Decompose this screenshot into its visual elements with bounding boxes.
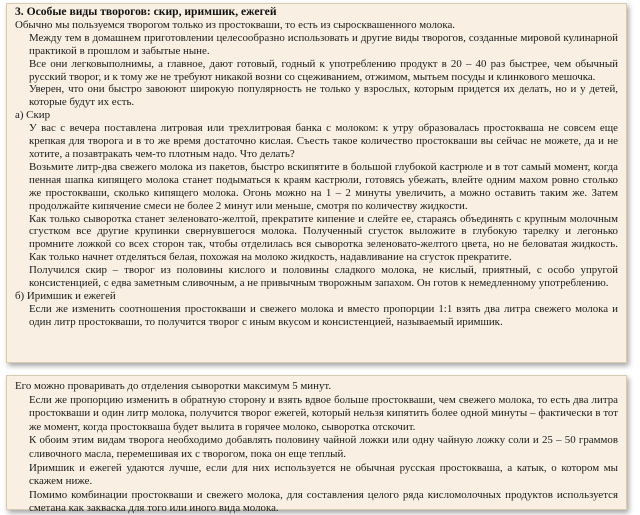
- paragraph-irimshik: Если же изменить соотношения простокваши и свежего молока и вместо пропорции 1:1 взять два литра свежего молока и один литр простокваши, то получится творог с иным вкусом и консистенцией, называемый иримшик.: [29, 302, 618, 328]
- paragraph-intro: Обычно мы пользуемся творогом только из простокваши, то есть из сыросквашенного молока.: [15, 18, 456, 31]
- paragraph-skyr-result: Получился скир – творог из половины кислого и половины сладкого молока, не кислый, приятный, с особо упругой консистенцией, с едва заметным сливочным, а не привычным творожным запахом. Он готов к немедленному употреблению.: [29, 264, 618, 290]
- section-label-skyr: а) Скир: [15, 109, 51, 122]
- paragraph-boil-time: Его можно проваривать до отделения сыворотки максимум 5 минут.: [15, 380, 332, 392]
- paragraph-smetana: Помимо комбинации простокваши и свежего молока, для составления целого ряда кисломолочных продуктов используется сметана как закваска для того или иного вида молока.: [29, 488, 618, 515]
- paragraph-katyk: Иримшик и ежегей удаются лучше, если для них используется не обычная русская простокваша, а катык, о котором мы скажем ниже.: [29, 461, 618, 488]
- paragraph-ezhegey: Если же пропорцию изменить в обратную сторону и взять вдвое больше простокваши, чем свежего молока, то есть два литра простокваши и один литр молока, получится творог ежегей, который нельзя кипятить более одной минуты – фактически в тот же момент, когда простокваша будет вылита в горячее молоко, сыворотка отскочит.: [29, 393, 618, 433]
- paragraph-salt-butter: К обоим этим видам творога необходимо добавлять половину чайной ложки или одну чайную ложку соли и 25 – 50 граммов сливочного масла, перемешивая их с творогом, пока он еще теплый.: [29, 434, 618, 460]
- article-title: 3. Особые виды творогов: скир, иримшик, ежегей: [15, 5, 277, 18]
- paragraph-other-curds: Между тем в домашнем приготовлении целесообразно использовать и другие виды творогов, созданные мировой кулинарной практикой в прошлом и забытые ныне.: [29, 31, 618, 57]
- paragraph-popularity: Уверен, что они быстро завоюют широкую популярность не только у взрослых, которым придется их делать, но и у детей, которые будут их есть.: [29, 83, 618, 109]
- paragraph-skyr-boil: Возьмите литр-два свежего молока из пакетов, быстро вскипятите в большой глубокой кастрюле и в тот самый момент, когда пенная шапка кипящего молока станет подыматься к краям кастрюли, готовясь убежать, влейте одним махом ровно столько же простокваши, сколько кипящего молока. Огонь можно на 1 – 2 минуты увеличить, а можно оставить таким же. Затем продолжайте кипячение смеси не более 2 минут или меньше, смотря по количеству жидкости.: [29, 160, 618, 212]
- paragraph-skyr-whey: Как только сыворотка станет зеленовато-желтой, прекратите кипение и слейте ее, стараясь объединять с крупным молочным сгустком все другие крупинки свернувшегося молока. Полученный сгусток выложите в глубокую тарелку и легонько промните ложкой со всех сторон так, чтобы отделилась вся сыворотка зеленовато-желтого цвета, но не беловатая жидкость. Как только начнет отделяться белая, похожая на молоко жидкость, надавливание на сгусток прекратите.: [29, 212, 618, 264]
- continuation-card: [6, 375, 627, 515]
- section-label-irimshik: б) Иримшик и ежегей: [15, 289, 116, 302]
- paragraph-benefits: Все они легковыполнимы, а главное, дают готовый, годный к употреблению продукт в 20 – 40 раз быстрее, чем обычный русский творог, и к тому же не требуют никакой возни со сцеживанием, отжимом, мытьем посуды и клинкового мешочка.: [29, 57, 618, 83]
- article-card: [6, 3, 627, 363]
- paragraph-skyr-setup: У вас с вечера поставлена литровая или трехлитровая банка с молоком: к утру образовалась простокваша не совсем еще крепкая для творога и в то же время достаточно кислая. Съесть такое количество простокваши вы сейчас не можете, да и не хотите, а позавтракать чем-то плотным надо. Что делать?: [29, 122, 618, 160]
